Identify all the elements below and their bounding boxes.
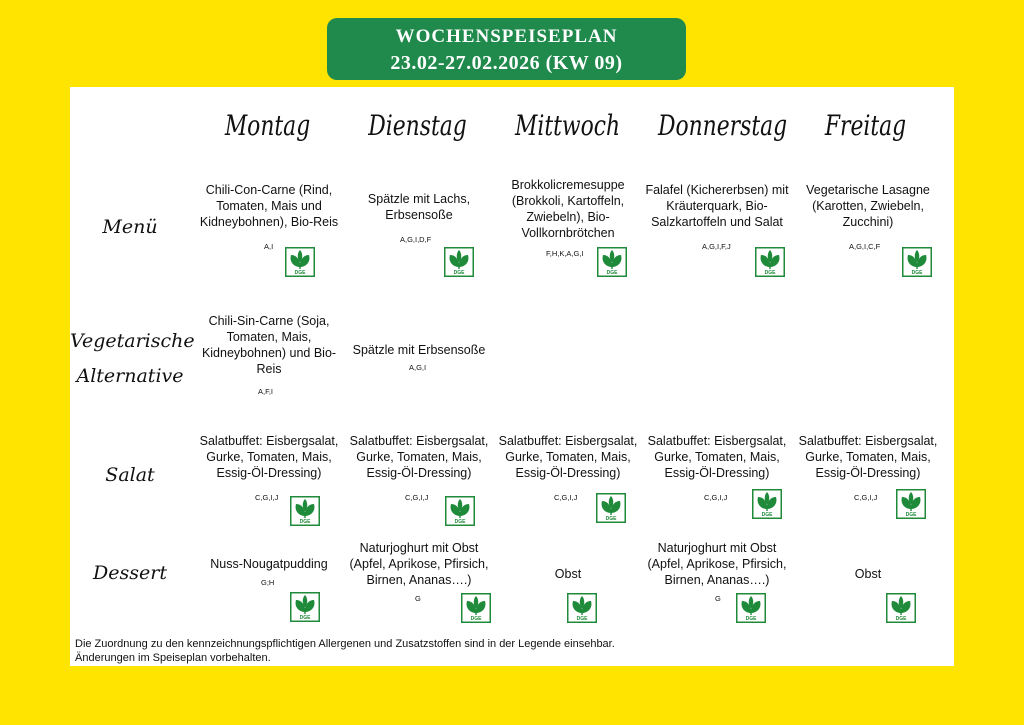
allergen-code: A,G,I,C,F [849,242,881,251]
veggie-tuesday: Spätzle mit Erbsensoße [352,343,486,357]
dge-logo-icon [290,496,320,526]
menu-thursday: Falafel (Kichererbsen) mit Kräuterquark, Bio-Salzkartoffeln und Salat [645,183,789,229]
svg-text:DGE: DGE [905,512,917,518]
allergen-code: F,H,K,A,G,I [546,249,584,258]
dessert-monday: Nuss-Nougatpudding [210,557,328,571]
svg-text:DGE: DGE [576,616,588,622]
menu-friday: Vegetarische Lasagne (Karotten, Zwiebeln, Zucchini) [806,183,930,229]
menu-wednesday: Brokkolicremesuppe (Brokkoli, Kartoffeln, Zwiebeln), Bio-Vollkornbrötchen [511,178,625,240]
svg-text:DGE: DGE [294,270,306,276]
svg-text:DGE: DGE [470,616,482,622]
row-label-dessert: Dessert [93,562,167,584]
day-wednesday: Mittwoch [514,109,621,142]
day-thursday: Donnerstag [657,109,788,142]
salad-monday: Salatbuffet: Eisbergsalat, Gurke, Tomaten, Mais, Essig-Öl-Dressing) [199,434,339,480]
allergen-code: G [715,594,721,603]
dge-logo-icon [752,489,782,519]
row-label-vegetarian-1: Vegetarische [70,330,195,352]
day-friday: Freitag [824,109,907,142]
svg-text:DGE: DGE [606,270,618,276]
menu-sheet [70,87,954,666]
menu-monday: Chili-Con-Carne (Rind, Tomaten, Mais und Kidneybohnen), Bio-Reis [199,183,339,229]
dessert-tuesday: Naturjoghurt mit Obst (Apfel, Aprikose, Pfirsich, Birnen, Ananas….) [349,541,489,587]
dessert-thursday: Naturjoghurt mit Obst (Apfel, Aprikose, Pfirsich, Birnen, Ananas….) [647,541,787,587]
veggie-monday: Chili-Sin-Carne (Soja, Tomaten, Mais, Kidneybohnen) und Bio-Reis [201,314,337,376]
dge-logo-icon [886,593,916,623]
svg-text:DGE: DGE [745,616,757,622]
allergen-code: C,G,I,J [854,493,878,502]
salad-friday: Salatbuffet: Eisbergsalat, Gurke, Tomaten, Mais, Essig-Öl-Dressing) [798,434,938,480]
dge-logo-icon [445,496,475,526]
dge-logo-icon [444,247,474,277]
date-range: 23.02-27.02.2026 (KW 09) [390,52,623,74]
svg-text:DGE: DGE [764,270,776,276]
row-label-menu: Menü [102,216,158,238]
dge-logo-icon [902,247,932,277]
svg-text:DGE: DGE [761,512,773,518]
day-tuesday: Dienstag [368,109,467,142]
day-monday: Montag [224,109,311,142]
allergen-code: G [415,594,421,603]
allergen-code: A,I [264,242,274,251]
dge-logo-icon [567,593,597,623]
dge-logo-icon [896,489,926,519]
row-label-salad: Salat [105,464,155,486]
dge-logo-icon [755,247,785,277]
dessert-friday: Obst [854,567,882,581]
dge-logo-icon [285,247,315,277]
salad-tuesday: Salatbuffet: Eisbergsalat, Gurke, Tomaten, Mais, Essig-Öl-Dressing) [349,434,489,480]
svg-text:DGE: DGE [911,270,923,276]
svg-text:DGE: DGE [299,519,311,525]
svg-text:DGE: DGE [895,616,907,622]
allergen-code: C,G,I,J [704,493,728,502]
row-label-vegetarian-2: Alternative [76,365,184,387]
dessert-wednesday: Obst [554,567,582,581]
dge-logo-icon [461,593,491,623]
page-title: WOCHENSPEISEPLAN [395,26,618,47]
allergen-code: A,G,I,D,F [400,235,432,244]
svg-text:DGE: DGE [299,615,311,621]
dge-logo-icon [736,593,766,623]
footer-line-1: Die Zuordnung zu den kennzeichnungspflichtigen Allergenen und Zusatzstoffen sind in der Legende einsehbar. [75,638,615,650]
footer-line-2: Änderungen im Speiseplan vorbehalten. [75,652,271,664]
allergen-code: C,G,I,J [405,493,429,502]
dge-logo-icon [290,592,320,622]
menu-tuesday: Spätzle mit Lachs, Erbsensoße [367,192,471,222]
footer-note [75,637,615,665]
allergen-code: A,G,I,F,J [702,242,731,251]
allergen-code: G;H [261,578,275,587]
dge-logo-icon [597,247,627,277]
dge-logo-icon [596,493,626,523]
allergen-code: C,G,I,J [255,493,279,502]
allergen-code: C,G,I,J [554,493,578,502]
svg-text:DGE: DGE [453,270,465,276]
svg-text:DGE: DGE [454,519,466,525]
svg-text:DGE: DGE [605,516,617,522]
salad-wednesday: Salatbuffet: Eisbergsalat, Gurke, Tomaten, Mais, Essig-Öl-Dressing) [498,434,638,480]
salad-thursday: Salatbuffet: Eisbergsalat, Gurke, Tomaten, Mais, Essig-Öl-Dressing) [647,434,787,480]
allergen-code: A,G,I [409,363,427,372]
title-banner [327,18,686,80]
allergen-code: A,F,I [258,387,274,396]
